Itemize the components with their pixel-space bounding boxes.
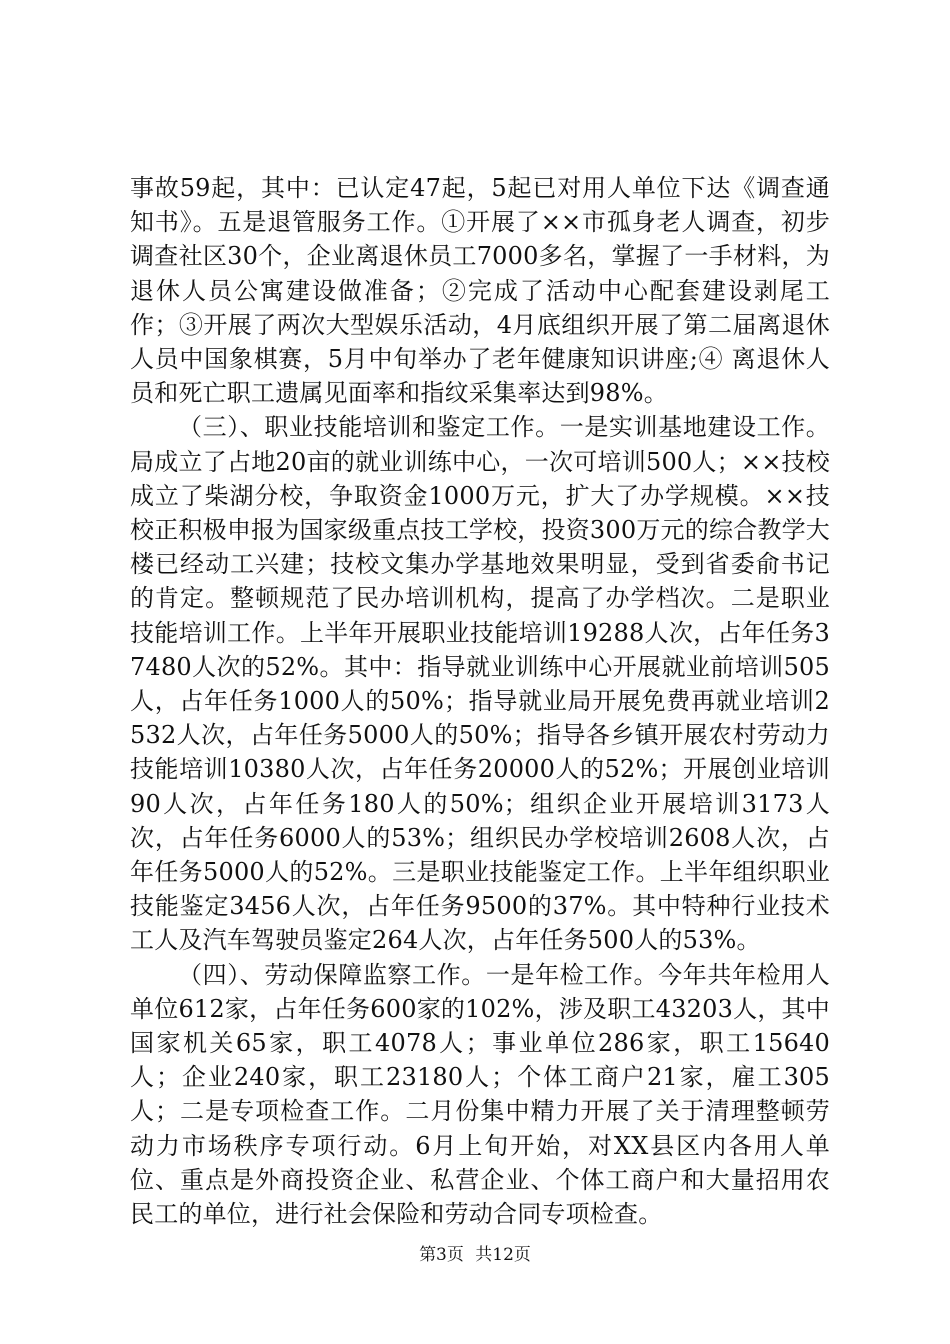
paragraph-vocational-training: （三）、职业技能培训和鉴定工作。一是实训基地建设工作。局成立了占地20亩的就业训练中心，一次可培训500人；××技校成立了柴湖分校，争取资金1000万元，扩大了办学规模。××技校正积极申报为国家级重点技工学校，投资300万元的综合教学大楼已经动工兴建；技校文集办学基地效果明显，受到省委俞书记的肯定。整顿规范了民办培训机构，提高了办学档次。二是职业技能培训工作。上半年开展职业技能培训19288人次，占年任务37480人次的52%。其中：指导就业训练中心开展就业前培训505人，占年任务1000人的50%；指导就业局开展免费再就业培训2532人次，占年任务5000人的50%；指导各乡镇开展农村劳动力技能培训10380人次，占年任务20000人的52%；开展创业培训90人次，占年任务180人的50%；组织企业开展培训3173人次，占年任务6000人的53%；组织民办学校培训2608人次，占年任务5000人的52%。三是职业技能鉴定工作。上半年组织职业技能鉴定3456人次，占年任务9500的37%。其中特种行业技术工人及汽车驾驶员鉴定264人次，占年任务500人的53%。 — [130, 413, 830, 955]
paragraph-labor-inspection: （四）、劳动保障监察工作。一是年检工作。今年共年检用人单位612家，占年任务600家的102%，涉及职工43203人，其中国家机关65家，职工4078人；事业单位286家，职工15640人；企业240家，职工23180人；个体工商户21家，雇工305人；二是专项检查工作。二月份集中精力开展了关于清理整顿劳动力市场秩序专项行动。6月上旬开始，对XX县区内各用人单位、重点是外商投资企业、私营企业、个体工商户和大量招用农民工的单位，进行社会保险和劳动合同专项检查。 — [130, 960, 830, 1229]
page-total: 共12页 — [475, 1245, 531, 1265]
page-number: 第3页 — [419, 1245, 464, 1265]
page-footer — [0, 1243, 950, 1267]
paragraph-retiree-services: 事故59起，其中：已认定47起，5起已对用人单位下达《调查通知书》。五是退管服务工作。①开展了××市孤身老人调查，初步调查社区30个，企业离退休员工7000多名，掌握了一手材料，为退休人员公寓建设做准备；②完成了活动中心配套建设剥尾工作；③开展了两次大型娱乐活动，4月底组织开展了第二届离退休人员中国象棋赛，5月中旬举办了老年健康知识讲座;④ 离退休人员和死亡职工遗属见面率和指纹采集率达到98%。 — [130, 174, 830, 408]
document-body — [130, 171, 830, 1231]
